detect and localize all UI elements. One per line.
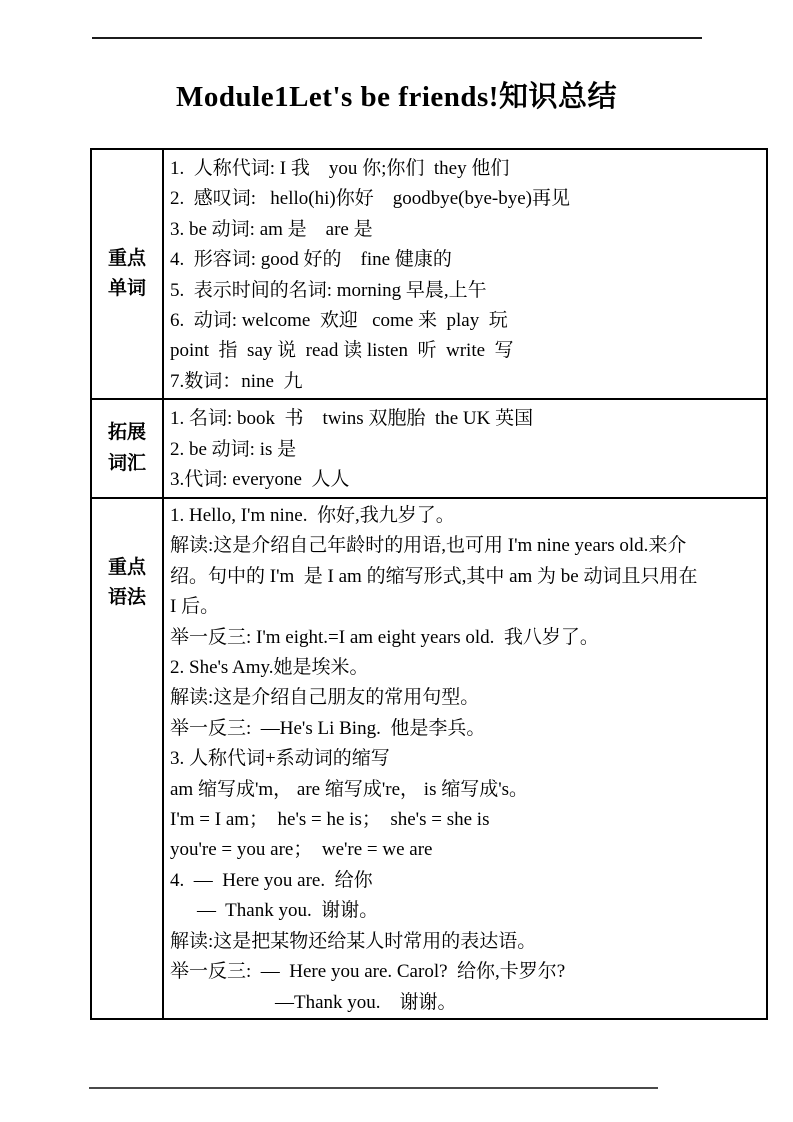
content-line: 2. be 动词: is 是	[170, 438, 297, 460]
content-line: 5. 表示时间的名词: morning 早晨,上午	[170, 279, 487, 301]
row-content-cell	[163, 498, 767, 1019]
content-line: point 指 say 说 read 读 listen 听 write 写	[170, 340, 514, 362]
content-line: I'm = I am； he's = he is； she's = she is	[170, 809, 490, 831]
bottom-rule	[89, 1087, 658, 1089]
content-line: 4. — Here you are. 给你	[170, 869, 373, 891]
content-line: —Thank you. 谢谢。	[275, 991, 457, 1013]
top-rule	[92, 37, 702, 39]
content-line: 解读:这是把某物还给某人时常用的表达语。	[170, 930, 537, 952]
row-label-line: 语法	[107, 587, 146, 609]
content-line: 1. 名词: book 书 twins 双胞胎 the UK 英国	[170, 408, 534, 430]
content-line: 绍。句中的 I'm 是 I am 的缩写形式,其中 am 为 be 动词且只用在	[170, 565, 698, 587]
content-line: 解读:这是介绍自己年龄时的用语,也可用 I'm nine years old.来介	[170, 535, 687, 557]
content-line: 3. be 动词: am 是 are 是	[170, 218, 373, 240]
content-line: 3.代词: everyone 人人	[170, 469, 350, 491]
row-content-cell	[163, 399, 767, 498]
content-line: 7.数词：nine 九	[170, 370, 303, 392]
content-line: 举一反三: — Here you are. Carol? 给你,卡罗尔?	[170, 961, 566, 983]
row-label-line: 拓展	[107, 422, 146, 444]
row-label-line: 单词	[107, 278, 146, 299]
content-line: 3. 人称代词+系动词的缩写	[170, 748, 390, 770]
table-row-extended-vocab	[91, 399, 767, 498]
content-line: 举一反三: —He's Li Bing. 他是李兵。	[170, 717, 486, 739]
row-content-cell	[163, 149, 767, 399]
summary-table	[90, 148, 768, 1020]
content-line: 6. 动词: welcome 欢迎 come 来 play 玩	[170, 309, 508, 331]
content-line: 4. 形容词: good 好的 fine 健康的	[170, 249, 452, 271]
table-row-key-grammar	[91, 498, 767, 1019]
row-label-cell	[91, 149, 163, 399]
content-line: — Thank you. 谢谢。	[197, 900, 379, 922]
row-label-cell	[91, 399, 163, 498]
row-label-line: 重点	[107, 557, 146, 578]
row-label-cell	[91, 498, 163, 1019]
content-line: you're = you are； we're = we are	[170, 839, 433, 861]
row-label-line: 词汇	[107, 452, 146, 474]
content-line: am 缩写成'm， are 缩写成're， is 缩写成's。	[170, 778, 529, 800]
page-title: Module1Let's be friends!知识总结	[176, 81, 617, 113]
table-row-key-words	[91, 149, 767, 399]
content-line: I 后。	[170, 596, 220, 618]
content-line: 举一反三: I'm eight.=I am eight years old. 我八岁了。	[170, 626, 599, 648]
content-line: 1. 人称代词: I 我 you 你;你们 they 他们	[170, 157, 510, 179]
content-line: 2. 感叹词: hello(hi)你好 goodbye(bye-bye)再见	[170, 188, 570, 210]
content-line: 解读:这是介绍自己朋友的常用句型。	[170, 687, 480, 709]
content-line: 1. Hello, I'm nine. 你好,我九岁了。	[170, 505, 455, 526]
row-label-line: 重点	[107, 247, 146, 269]
content-line: 2. She's Amy.她是埃米。	[170, 657, 369, 679]
